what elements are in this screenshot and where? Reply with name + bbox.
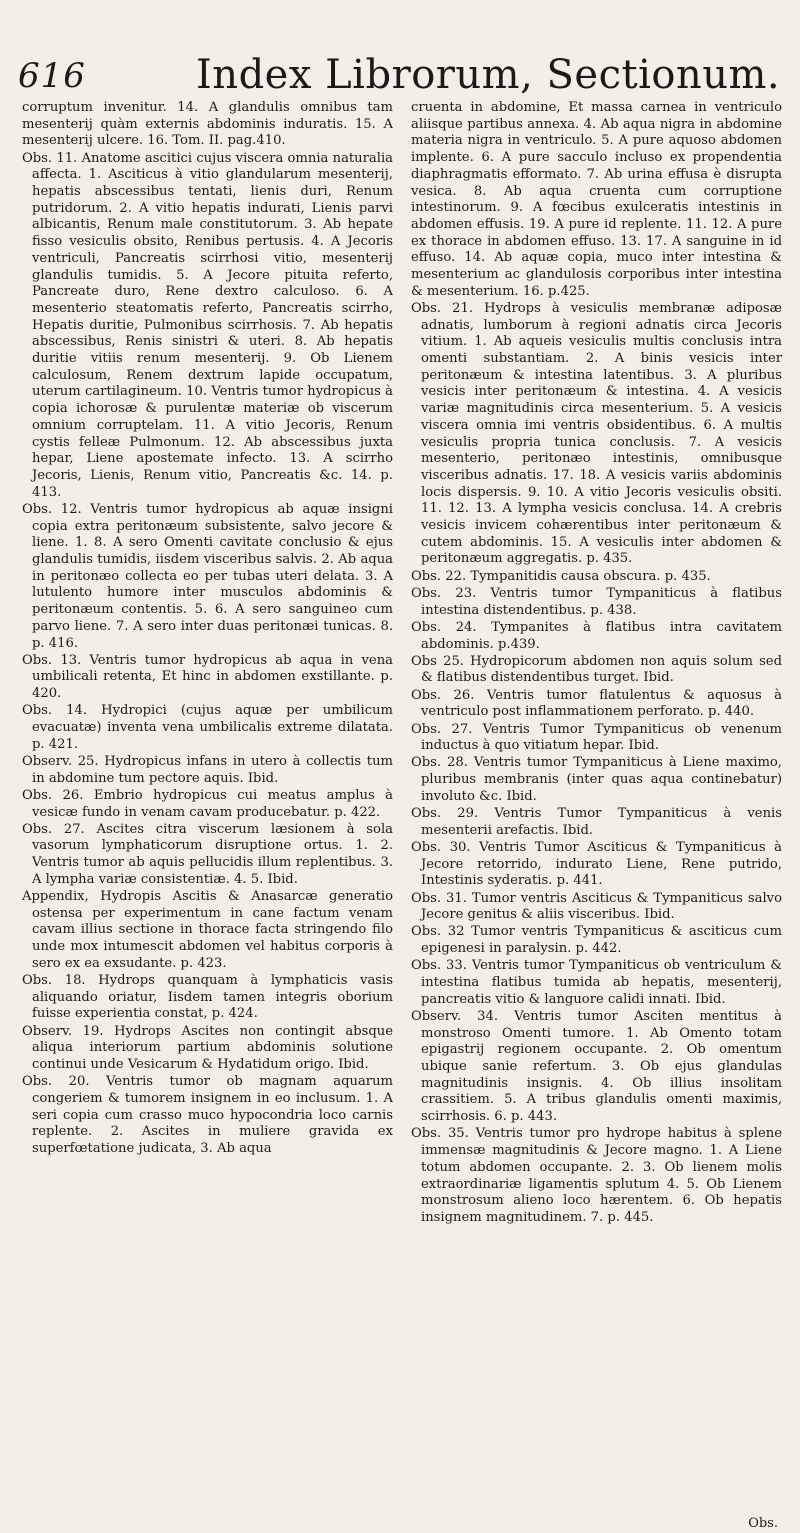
index-entry: Obs. 29. Ventris Tumor Tympaniticus à venis mesenterii arefactis. Ibid.	[411, 806, 782, 838]
page-header	[18, 50, 780, 98]
index-entry: Obs. 35. Ventris tumor pro hydrope habitus à splene immensæ magnitudinis & Jecore magno. 1. A Liene totum abdomen occupante. 2. 3. Ob lienem molis extraordinariæ ligamentis splutum 4. 5. Ob Lienem monstrosum alieno loco hærentem. 6. Ob hepatis insignem magnitudinem. 7. p. 445.	[411, 1126, 782, 1225]
running-title: Index Librorum, Sectionum.	[196, 52, 781, 98]
index-entry: Obs. 30. Ventris Tumor Asciticus & Tympaniticus à Jecore retorrido, indurato Liene, Rene putrido, Intestinis syderatis. p. 441.	[411, 839, 782, 889]
index-entry: Obs. 26. Ventris tumor flatulentus & aquosus à ventriculo post inflammationem perforato. p. 440.	[411, 687, 782, 720]
index-entry: Obs. 21. Hydrops à vesiculis membranæ adiposæ adnatis, lumborum à regioni adnatis circa Jecoris vitium. 1. Ab aqueis vesiculis multis conclusis intra omenti substantiam. 2. A binis vesicis inter peritonæum & intestina latentibus. 3. A pluribus vesicis inter peritonæum & intestina. 4. A vesicis variæ magnitudinis circa mesenterium. 5. A vesicis viscera omnia imi ventris obsidentibus. 6. A multis vesiculis propria tunica conclusis. 7. A vesicis mesenterio, peritonæo intestinis, omnibusque visceribus adnatis. 17. 18. A vesicis variis abdominis locis dispersis. 9. 10. A vitio Jecoris vesiculis obsiti. 11. 12. 13. A lympha vesicis conclusa. 14. A crebris vesicis invicem cohærentibus inter peritonæum & cutem abdominis. 15. A vesiculis inter abdomen & peritonæum aggregatis. p. 435.	[411, 300, 782, 567]
page-number: 616	[18, 56, 86, 96]
index-entry: Obs. 32 Tumor ventris Tympaniticus & asciticus cum epigenesi in paralysin. p. 442.	[411, 924, 782, 957]
catchword: Obs.	[748, 1516, 778, 1531]
index-entry: Observ. 19. Hydrops Ascites non contingit absque aliqua interiorum partium abdominis solutione continui unde Vesicarum & Hydatidum origo. Ibid.	[22, 1023, 393, 1073]
index-entry: Obs. 12. Ventris tumor hydropicus ab aquæ insigni copia extra peritonæum subsistente, salvo jecore & liene. 1. 8. A sero Omenti cavitate conclusio & ejus glandulis tumidis, iisdem visceribus salvis. 2. Ab aqua in peritonæo collecta eo per tubas uteri delata. 3. A lutulento humore inter musculos abdominis & peritonæum contentis. 5. 6. A sero sanguineo cum parvo liene. 7. A sero inter duas peritonæi tunicas. 8. p. 416.	[22, 501, 393, 651]
index-entry: Obs. 14. Hydropici (cujus aquæ per umbilicum evacuatæ) inventa vena umbilicalis extreme dilatata. p. 421.	[22, 703, 393, 752]
index-entry: Observ. 34. Ventris tumor Asciten mentitus à monstroso Omenti tumore. 1. Ab Omento totam epigastrij regionem occupante. 2. Ob omentum ubique sanie refertum. 3. Ob ejus glandulas magnitudinis insignis. 4. Ob illius insolitam crassitiem. 5. A tribus glandulis omenti maximis, scirrhosis. 6. p. 443.	[411, 1008, 782, 1125]
index-entry: Obs. 28. Ventris tumor Tympaniticus à Liene maximo, pluribus membranis (inter quas aqua continebatur) involuto &c. Ibid.	[411, 755, 782, 804]
index-entry: Appendix, Hydropis Ascitis & Anasarcæ generatio ostensa per experimentum in cane factum venam cavam illius sectione in thorace facta stringendo filo unde mox intumescit abdomen vel habitus corporis à sero ex ea exsudante. p. 423.	[22, 889, 393, 971]
index-entry: Obs. 23. Ventris tumor Tympaniticus à flatibus intestina distendentibus. p. 438.	[411, 585, 782, 618]
index-entry: Obs. 22. Tympanitidis causa obscura. p. 435.	[411, 568, 711, 584]
index-entry: Obs 25. Hydropicorum abdomen non aquis solum sed & flatibus distendentibus turget. Ibid.	[411, 653, 782, 686]
index-entry: Observ. 25. Hydropicus infans in utero à collectis tum in abdomine tum pectore aquis. Ibid.	[22, 753, 393, 786]
index-entry: corruptum invenitur. 14. A glandulis omnibus tam mesenterij quàm externis abdominis induratis. 15. A mesenterij ulcere. 16. Tom. II. pag.410.	[22, 100, 393, 149]
index-entry: Obs. 18. Hydrops quanquam à lymphaticis vasis aliquando oriatur, Iisdem tamen integris oborium fuisse experientia constat, p. 424.	[22, 973, 393, 1022]
text-columns	[22, 100, 782, 1521]
index-entry: cruenta in abdomine, Et massa carnea in ventriculo aliisque partibus annexa. 4. Ab aqua nigra in abdomine materia nigra in ventriculo. 5. A pure aquoso abdomen implente. 6. A pure sacculo incluso ex propendentia diaphragmatis efformato. 7. Ab urina effusa è disrupta vesica. 8. Ab aqua cruenta cum corruptione intestinorum. 9. A fœcibus exulceratis intestinis in abdomen effusis. 19. A pure id replente. 11. 12. A pure ex thorace in abdomen effuso. 13. 17. A sanguine in id effuso. 14. Ab aquæ copia, muco inter intestina & mesenterium ac glandulosis corporibus inter intestina & mesenterium. 16. p.425.	[411, 100, 782, 299]
index-entry: Obs. 24. Tympanites à flatibus intra cavitatem abdominis. p.439.	[411, 619, 782, 652]
index-entry: Obs. 20. Ventris tumor ob magnam aquarum congeriem & tumorem insignem in eo inclusum. 1. A seri copia cum crasso muco hypocondria loco carnis replente. 2. Ascites in muliere gravida ex superfœtatione judicata, 3. Ab aqua	[22, 1074, 393, 1157]
right-column	[411, 100, 782, 1521]
index-entry: Obs. 26. Embrio hydropicus cui meatus amplus à vesicæ fundo in venam cavam producebatur. p. 422.	[22, 787, 393, 820]
index-entry: Obs. 27. Ventris Tumor Tympaniticus ob venenum inductus à quo vitiatum hepar. Ibid.	[411, 721, 782, 754]
index-entry: Obs. 13. Ventris tumor hydropicus ab aqua in vena umbilicali retenta, Et hinc in abdomen exstillante. p. 420.	[22, 652, 393, 702]
index-entry: Obs. 11. Anatome ascitici cujus viscera omnia naturalia affecta. 1. Asciticus à vitio glandularum mesenterij, hepatis abscessibus tentati, lienis duri, Renum putridorum. 2. A vitio hepatis indurati, Lienis parvi albicantis, Renum male constitutorum. 3. Ab hepate fisso vesiculis obsito, Renibus pertusis. 4. A Jecoris ventriculi, Pancreatis scirrhosi vitio, mesenterij glandulis tumidis. 5. A Jecore pituita referto, Pancreate duro, Rene dextro calculoso. 6. A mesenterio steatomatis referto, Pancreatis scirrho, Hepatis duritie, Pulmonibus scirrhosis. 7. Ab hepatis abscessibus, Renis sinistri & uteri. 8. Ab hepatis duritie vitiis renum mesenterij. 9. Ob Lienem calculosum, Renem dextrum lapide occupatum, uterum cartilagineum. 10. Ventris tumor hydropicus à copia ichorosæ & purulentæ materiæ ob viscerum omnium corruptelam. 11. A vitio Jecoris, Renum cystis felleæ Pulmonum. 12. Ab abscessibus juxta hepar, Liene apostemate infecto. 13. A scirrho Jecoris, Lienis, Renum vitio, Pancreatis &c. 14. p. 413.	[22, 150, 393, 500]
index-entry: Obs. 31. Tumor ventris Asciticus & Tympaniticus salvo Jecore genitus & aliis visceribus. Ibid.	[411, 890, 782, 923]
left-column	[22, 100, 393, 1521]
index-entry: Obs. 27. Ascites citra viscerum læsionem à sola vasorum lymphaticorum disruptione ortus. 1. 2. Ventris tumor ab aquis pellucidis illum replentibus. 3. A lympha variæ consistentiæ. 4. 5. Ibid.	[22, 821, 393, 887]
index-entry: Obs. 33. Ventris tumor Tympaniticus ob ventriculum & intestina flatibus tumida ab hepatis, mesenterij, pancreatis vitio & languore calidi innati. Ibid.	[411, 958, 782, 1007]
